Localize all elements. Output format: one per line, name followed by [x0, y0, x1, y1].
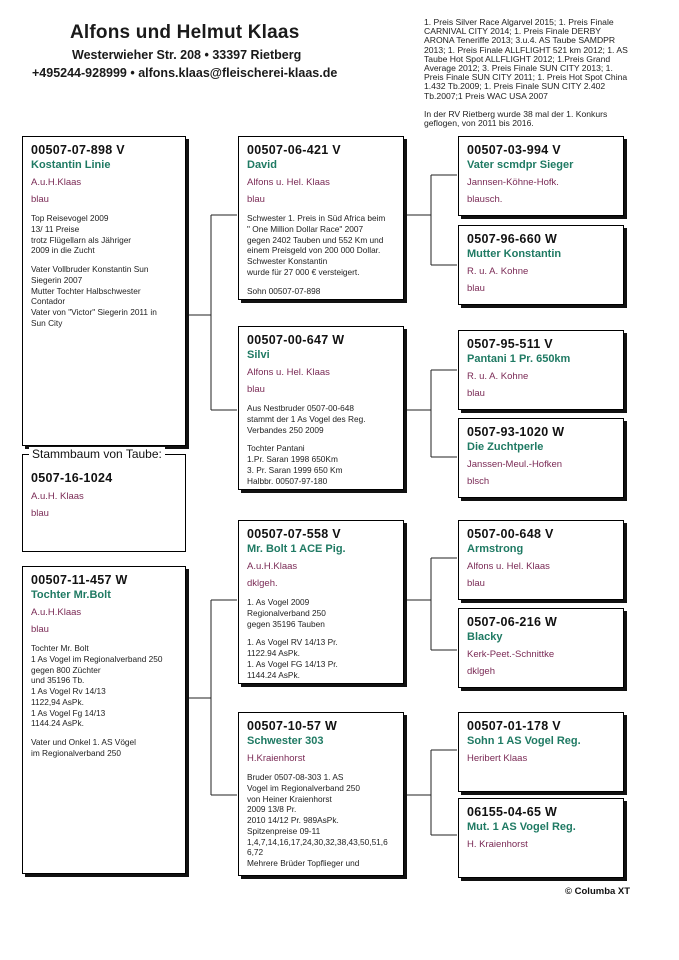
- owner-name: Alfons u. Hel. Klaas: [247, 177, 330, 188]
- note-line: 1 As Vogel Fg 14/13: [31, 707, 106, 718]
- feather-color: blsch: [467, 476, 490, 487]
- copyright-footer: © Columba XT: [565, 886, 631, 897]
- note-line: Vater Vollbruder Konstantin Sun: [31, 264, 149, 275]
- wins-line: CARNIVAL CITY 2014; 1. Preis Finale DERBY: [424, 26, 602, 37]
- pigeon-notes: [247, 597, 395, 680]
- ring-number: 00507-07-558 V: [247, 527, 341, 541]
- note-line: Vogel im Regionalverband 250: [247, 782, 361, 793]
- feather-color: blau: [247, 194, 265, 205]
- note-line: Vater und Onkel 1. AS Vögel: [31, 737, 137, 748]
- ring-number: 00507-06-421 V: [247, 143, 341, 157]
- ring-number: 0507-00-648 V: [467, 527, 554, 541]
- wins-line: Taube Hot Spot ALLFLIGHT 2012; 1.Preis Grand: [424, 53, 611, 64]
- pigeon-name: Die Zuchtperle: [467, 441, 544, 453]
- owner-name: Jannsen-Köhne-Hofk.: [467, 177, 559, 188]
- owner-name: R. u. A. Kohne: [467, 266, 529, 277]
- note-line: 1122.94 AsPk.: [247, 648, 300, 659]
- note-line: 2010 14/12 Pr. 989AsPk.: [247, 815, 339, 826]
- ring-number: 00507-11-457 W: [31, 573, 128, 587]
- pigeon-card-fmf: [458, 330, 624, 410]
- feather-color: blau: [31, 194, 49, 205]
- note-line: Schwester Konstantin: [247, 256, 328, 267]
- note-line: Top Reisevogel 2009: [31, 213, 109, 223]
- note-line: Halbbr. 00507-97-180: [247, 475, 328, 486]
- note-line: stammt der 1 As Vogel des Reg.: [247, 413, 366, 424]
- ring-number: 06155-04-65 W: [467, 805, 558, 819]
- owner-name: A.u.H.Klaas: [31, 607, 82, 618]
- ring-number: 0507-93-1020 W: [467, 425, 565, 439]
- owner-name: Kerk-Peet.-Schnittke: [467, 649, 555, 660]
- note-line: Siegerin 2007: [31, 274, 83, 285]
- pigeon-notes: [31, 643, 177, 759]
- owner-name: A.u.H. Klaas: [31, 491, 84, 502]
- note-line: Verbandes 250 2009: [247, 424, 324, 435]
- note-line: Regionalverband 250: [247, 607, 326, 618]
- owner-name: Janssen-Meul.-Hofken: [467, 459, 563, 470]
- ring-number: 00507-07-898 V: [31, 143, 125, 157]
- pigeon-card-father-father: [238, 136, 404, 300]
- pigeon-card-mother-mother: [238, 712, 404, 876]
- owner-name: Heribert Klaas: [467, 753, 528, 764]
- note-line: 1122,94 AsPk.: [31, 696, 84, 707]
- pigeon-card-mff: [458, 520, 624, 600]
- note-line: 1.Pr. Saran 1998 650Km: [247, 454, 338, 465]
- note-line: trotz Flügellarn als Jähriger: [31, 234, 132, 245]
- wins-line: 2013; 1. Preis Finale ALLFLIGHT 521 km 2012; 1. AS: [424, 44, 628, 55]
- note-line: 3. Pr. Saran 1999 650 Km: [247, 464, 343, 475]
- owner-name: R. u. A. Kohne: [467, 371, 529, 382]
- pigeon-card-father: [22, 136, 186, 446]
- pigeon-name: Silvi: [247, 349, 270, 361]
- pigeon-card-mfm: [458, 608, 624, 688]
- breeder-name: Alfons und Helmut Klaas: [70, 22, 300, 43]
- ring-number: 0507-06-216 W: [467, 615, 558, 629]
- note-line: gegen 35196 Tauben: [247, 618, 325, 629]
- note-line: 2009 13/8 Pr.: [247, 804, 297, 815]
- pigeon-name: Mut. 1 AS Vogel Reg.: [467, 821, 576, 833]
- pigeon-name: Armstrong: [467, 543, 524, 555]
- feather-color: blau: [31, 624, 49, 635]
- pigeon-name: Kostantin Linie: [31, 159, 111, 171]
- pigeon-name: Sohn 1 AS Vogel Reg.: [467, 735, 581, 747]
- owner-name: H. Kraienhorst: [467, 839, 528, 850]
- pigeon-name: Schwester 303: [247, 735, 324, 747]
- note-line: 13/ 11 Preise: [31, 223, 80, 234]
- ring-number: 00507-01-178 V: [467, 719, 561, 733]
- feather-color: blau: [467, 283, 485, 294]
- pigeon-notes: [247, 213, 395, 296]
- pigeon-name: Blacky: [467, 631, 503, 643]
- feather-color: blau: [31, 508, 49, 519]
- owner-name: A.u.H.Klaas: [31, 177, 82, 188]
- feather-color: blau: [467, 578, 485, 589]
- pigeon-name: Mutter Konstantin: [467, 248, 562, 260]
- pigeon-name: Pantani 1 Pr. 650km: [467, 353, 571, 365]
- note-line: Spitzenpreise 09-11: [247, 825, 321, 836]
- feather-color: dklgeh: [467, 666, 495, 677]
- note-line: 1 As Vogel Rv 14/13: [31, 686, 106, 697]
- achievements-text: [424, 18, 656, 128]
- note-line: 1. As Vogel RV 14/13 Pr.: [247, 637, 338, 648]
- subject-pigeon-card: [22, 447, 186, 552]
- note-line: 1. As Vogel 2009: [247, 597, 310, 607]
- pigeon-card-fff: [458, 136, 624, 216]
- wins-line: ARONA Teneriffe 2013; 3.u.4. AS Taube SAMDPR: [424, 35, 616, 46]
- pigeon-card-mmf: [458, 712, 624, 792]
- feather-color: blausch.: [467, 194, 503, 205]
- rv-note: geflogen, von 2011 bis 2016.: [424, 117, 534, 128]
- ring-number: 00507-10-57 W: [247, 719, 338, 733]
- note-line: Mehrere Brüder Topflieger und: [247, 858, 360, 869]
- note-line: Sohn 00507-07-898: [247, 285, 321, 296]
- ring-number: 0507-95-511 V: [467, 337, 553, 351]
- wins-line: Tb.2007;1 Preis WAC USA 2007: [424, 90, 548, 101]
- rv-note: In der RV Rietberg wurde 38 mal der 1. Konkurs: [424, 108, 608, 119]
- note-line: " One Million Dollar Race" 2007: [247, 223, 364, 234]
- wins-line: Average 2012; 3. Preis Finale SUN CITY 2013; 1.: [424, 62, 613, 73]
- note-line: gegen 2402 Tauben und 552 Km und: [247, 234, 384, 245]
- feather-color: dklgeh.: [247, 578, 278, 589]
- pigeon-card-ffm: [458, 225, 624, 305]
- note-line: 6,72: [247, 847, 264, 858]
- note-line: wurde für 27 000 € versteigert.: [247, 266, 360, 277]
- wins-line: Preis Finale SUN CITY 2011; 1. Preis Hot Spot China: [424, 72, 628, 83]
- owner-name: Alfons u. Hel. Klaas: [247, 367, 330, 378]
- note-line: im Regionalverband 250: [31, 748, 121, 759]
- note-line: Aus Nestbruder 0507-00-648: [247, 403, 355, 413]
- feather-color: blau: [467, 388, 485, 399]
- breeder-header: [32, 22, 372, 80]
- note-line: 1. As Vogel FG 14/13 Pr.: [247, 658, 338, 669]
- pigeon-name: David: [247, 159, 277, 171]
- note-line: Tochter Mr. Bolt: [31, 643, 89, 653]
- pigeon-name: Vater scmdpr Sieger: [467, 159, 574, 171]
- breeder-contact: +495244-928999 • alfons.klaas@fleischerei-klaas.de: [32, 66, 338, 80]
- pigeon-notes: [31, 213, 177, 329]
- note-line: 1 As Vogel im Regionalverband 250: [31, 653, 163, 664]
- breeder-address: Westerwieher Str. 208 • 33397 Rietberg: [72, 48, 302, 62]
- note-line: gegen 800 Züchter: [31, 664, 101, 675]
- note-line: Sun City: [31, 318, 63, 329]
- pigeon-card-fmm: [458, 418, 624, 498]
- owner-name: H.Kraienhorst: [247, 753, 306, 764]
- pigeon-notes: [247, 772, 395, 869]
- wins-line: 1. Preis Silver Race Algarvel 2015; 1. Preis Finale: [424, 17, 614, 27]
- ring-number: 00507-00-647 W: [247, 333, 345, 347]
- note-line: von Heiner Kraienhorst: [247, 793, 332, 804]
- note-line: 1144.24 AsPk.: [247, 669, 300, 680]
- pigeon-card-mother-father: [238, 520, 404, 684]
- pigeon-card-father-mother: [238, 326, 404, 490]
- note-line: Tochter Pantani: [247, 443, 305, 454]
- ring-number: 0507-96-660 W: [467, 232, 558, 246]
- owner-name: A.u.H.Klaas: [247, 561, 298, 572]
- note-line: einem Preisgeld von 200 000 Dollar.: [247, 245, 381, 256]
- note-line: Vater von "Victor" Siegerin 2011 in: [31, 307, 157, 318]
- pigeon-name: Tochter Mr.Bolt: [31, 589, 111, 601]
- note-line: 1144.24 AsPk.: [31, 718, 84, 729]
- ring-number: 0507-16-1024: [31, 471, 113, 485]
- pedigree-label: Stammbaum von Taube:: [29, 447, 165, 461]
- pigeon-card-mmm: [458, 798, 624, 878]
- owner-name: Alfons u. Hel. Klaas: [467, 561, 550, 572]
- pigeon-name: Mr. Bolt 1 ACE Pig.: [247, 543, 346, 555]
- note-line: 2009 in die Zucht: [31, 245, 95, 256]
- note-line: Mutter Tochter Halbschwester: [31, 285, 141, 296]
- note-line: Contador: [31, 296, 66, 307]
- note-line: und 35196 Tb.: [31, 675, 85, 686]
- wins-line: 1.432 Tb.2009; 1. Preis Finale SUN CITY 2.402: [424, 81, 606, 92]
- note-line: Schwester 1. Preis in Süd Africa beim: [247, 213, 386, 223]
- pigeon-notes: [247, 403, 395, 486]
- note-line: 1,4,7,14,16,17,24,30,32,38,43,50,51,6: [247, 836, 388, 847]
- note-line: Bruder 0507-08-303 1. AS: [247, 772, 344, 782]
- pigeon-card-mother: [22, 566, 186, 874]
- ring-number: 00507-03-994 V: [467, 143, 561, 157]
- feather-color: blau: [247, 384, 265, 395]
